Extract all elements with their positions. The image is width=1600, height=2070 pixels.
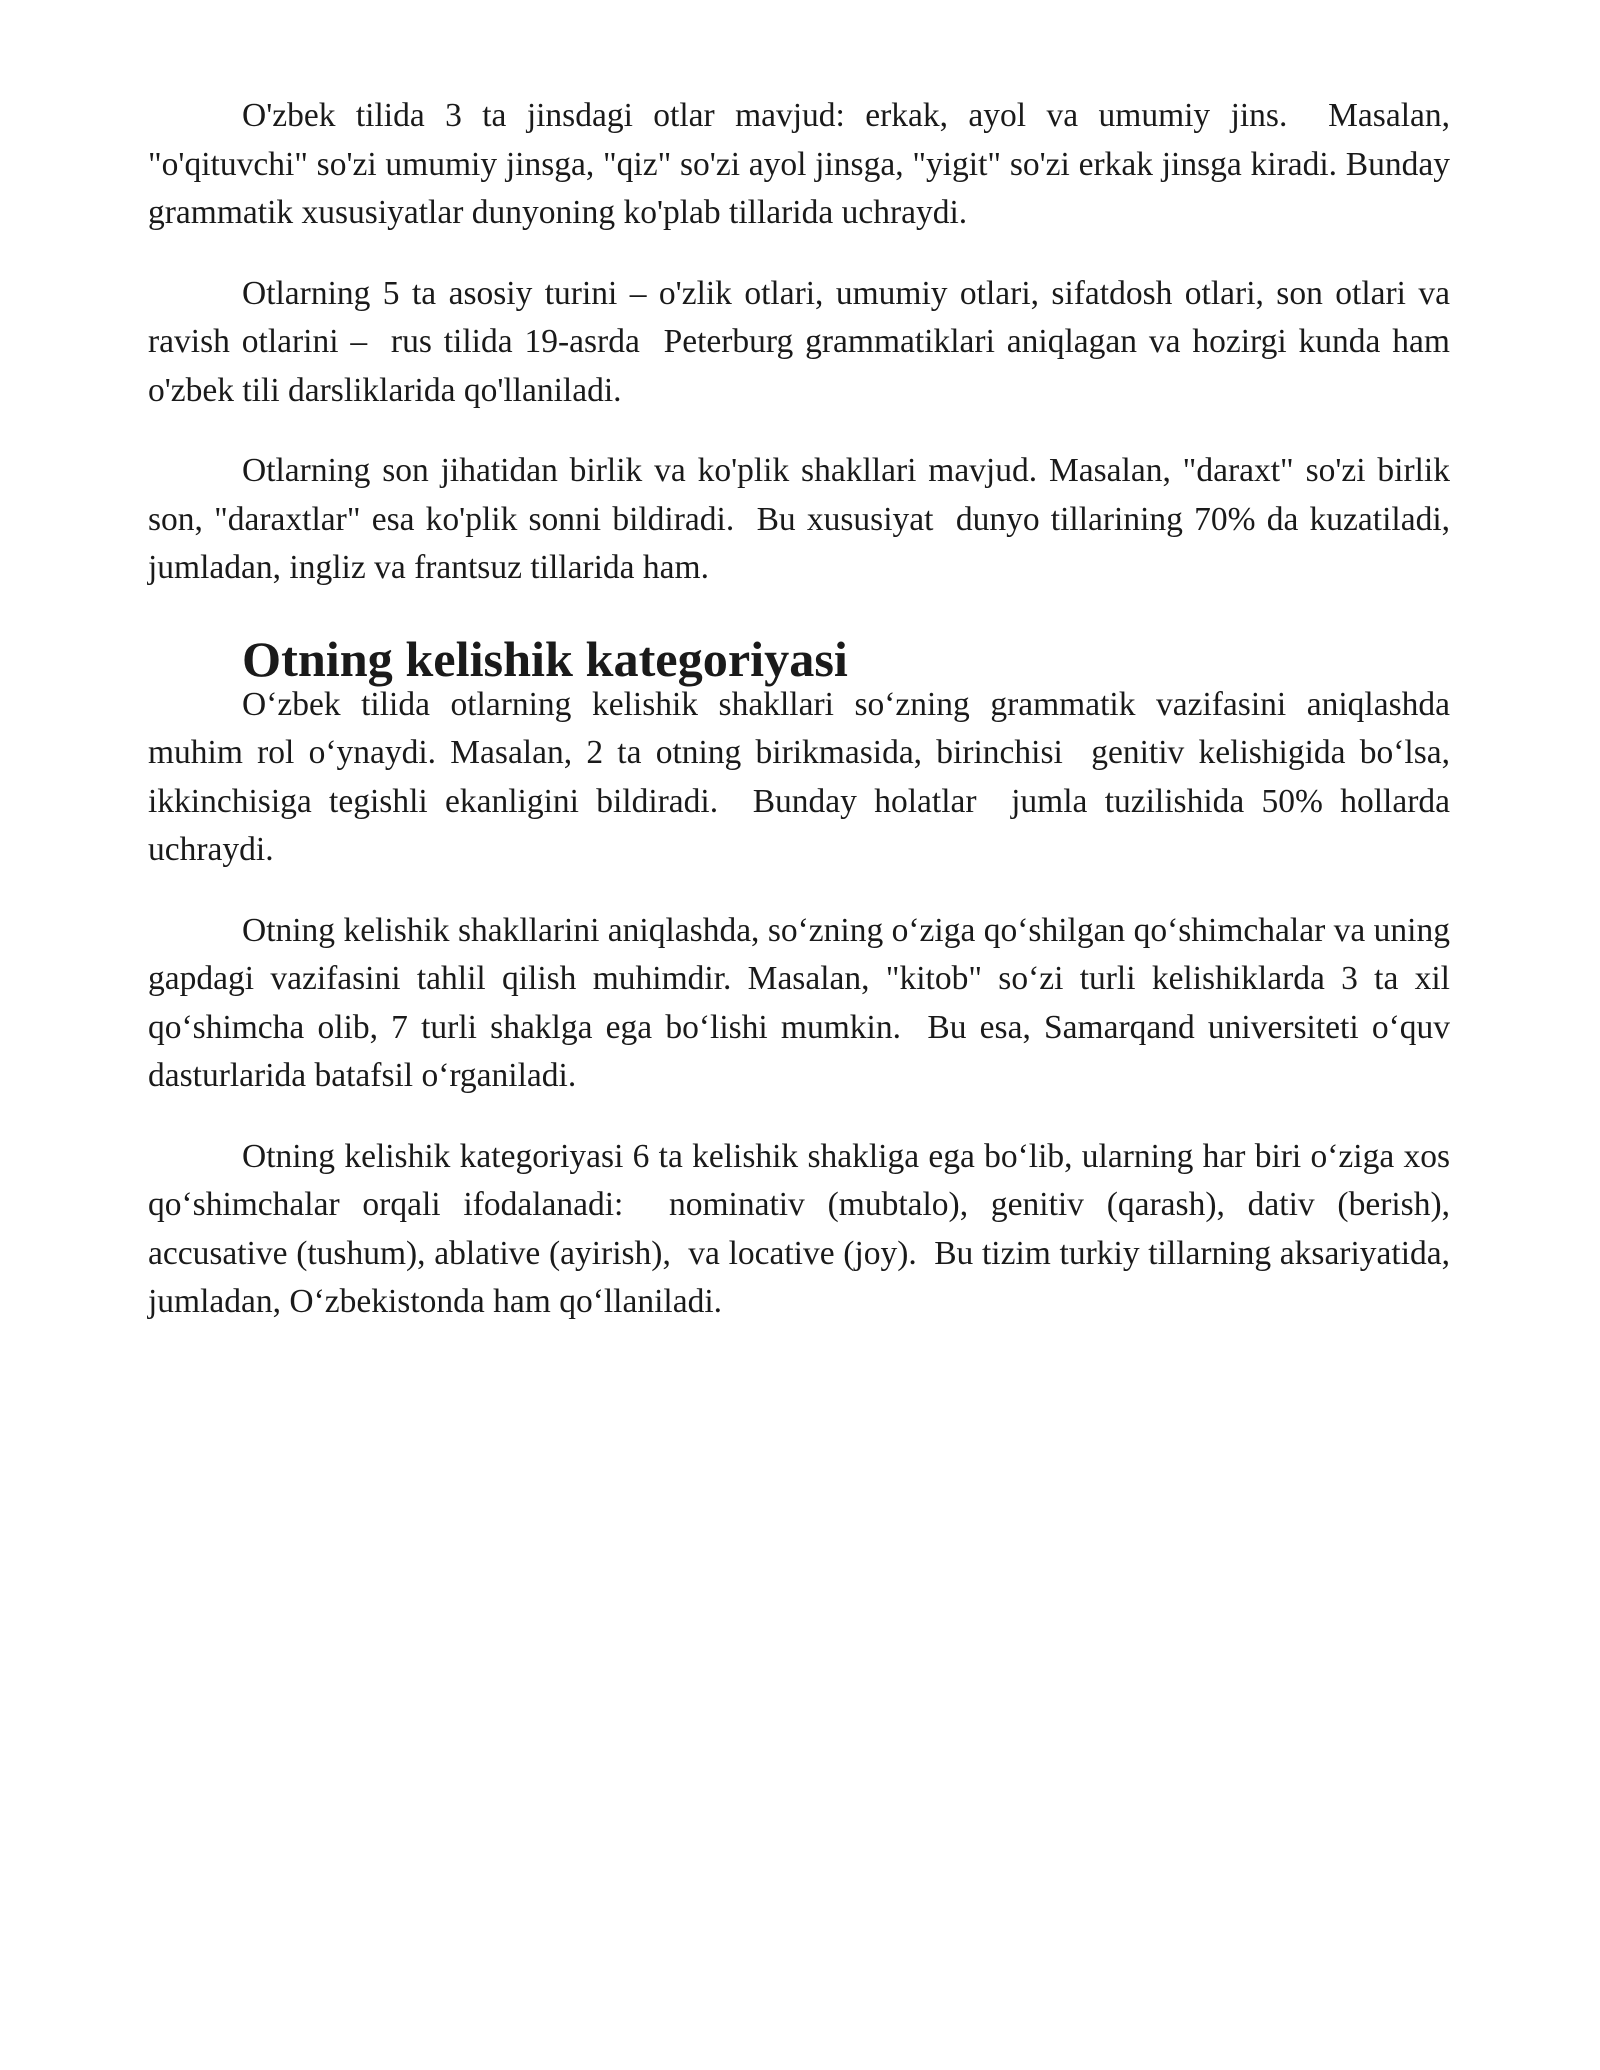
- paragraph-case-analysis: Otning kelishik shakllarini aniqlashda, so‘zning o‘ziga qo‘shilgan qo‘shimchalar va uning gapdagi vazifasini tahlil qilish muhimdir. Masalan, "kitob" so‘zi turli kelishiklarda 3 ta xil qo‘shimcha olib, 7 turli shaklga ega bo‘lishi mumkin. Bu esa, Samarqand universiteti o‘quv dasturlarida batafsil o‘rganiladi.: [148, 911, 1459, 1094]
- document-body: [148, 92, 1467, 1327]
- paragraph-number: Otlarning son jihatidan birlik va ko'plik shakllari mavjud. Masalan, "daraxt" so'zi birlik son, "daraxtlar" esa ko'plik sonni bildiradi. Bu xususiyat dunyo tillarining 70% da kuzatiladi, jumladan, ingliz va frantsuz tillarida ham.: [148, 452, 1459, 586]
- paragraph-case-forms: Otning kelishik kategoriyasi 6 ta kelishik shakliga ega bo‘lib, ularning har biri o‘ziga xos qo‘shimchalar orqali ifodalanadi: nominativ (mubtalo), genitiv (qarash), dativ (berish), accusative (tushum), ablative (ayirish), va locative (joy). Bu tizim turkiy tillarning aksariyatida, jumladan, O‘zbekistonda ham qo‘llaniladi.: [148, 1137, 1459, 1320]
- section-heading: Otning kelishik kategoriyasi: [242, 630, 848, 687]
- paragraph-gender: O'zbek tilida 3 ta jinsdagi otlar mavjud: erkak, ayol va umumiy jins. Masalan, "o'qituvchi" so'zi umumiy jinsga, "qiz" so'zi ayol jinsga, "yigit" so'zi erkak jinsga kiradi. Bunday grammatik xususiyatlar dunyoning ko'plab tillarida uchraydi.: [148, 97, 1459, 231]
- paragraph-noun-types: Otlarning 5 ta asosiy turini – o'zlik otlari, umumiy otlari, sifatdosh otlari, son otlari va ravish otlarini – rus tilida 19-asrda Peterburg grammatiklari aniqlagan va hozirgi kunda ham o'zbek tili darsliklarida qo'llaniladi.: [148, 274, 1459, 409]
- paragraph-case-role: O‘zbek tilida otlarning kelishik shakllari so‘zning grammatik vazifasini aniqlashda muhim rol o‘ynaydi. Masalan, 2 ta otning birikmasida, birinchisi genitiv kelishigida bo‘lsa, ikkinchisiga tegishli ekanligini bildiradi. Bunday holatlar jumla tuzilishida 50% hollarda uchraydi.: [148, 685, 1467, 868]
